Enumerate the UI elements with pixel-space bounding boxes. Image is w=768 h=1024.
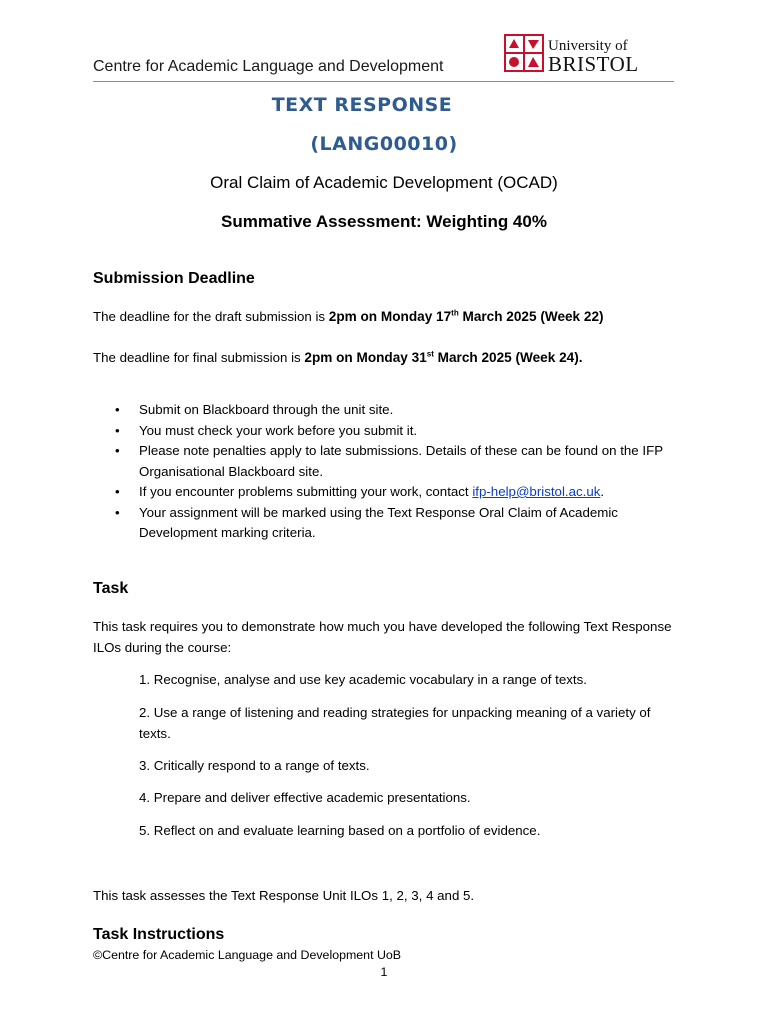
final-deadline-text bbox=[93, 348, 683, 369]
list-item: • Please note penalties apply to late submissions. Details of these can be found on the IFP Organisational Blackboard site. bbox=[115, 443, 663, 479]
ilo-item: 2. Use a range of listening and reading strategies for unpacking meaning of a variety of texts. bbox=[139, 705, 651, 741]
ilo-assessment-statement: This task assesses the Text Response Unit ILOs 1, 2, 3, 4 and 5. bbox=[93, 888, 475, 903]
help-email-link[interactable]: ifp-help@bristol.ac.uk bbox=[472, 484, 601, 499]
page-number: 1 bbox=[380, 965, 388, 979]
page-header bbox=[93, 33, 674, 82]
ilo-item: 5. Reflect on and evaluate learning based on a portfolio of evidence. bbox=[139, 823, 541, 838]
university-logo bbox=[504, 33, 650, 75]
list-item: • If you encounter problems submitting your work, contact ifp-help@bristol.ac.uk. bbox=[115, 484, 605, 499]
footer-copyright: ©Centre for Academic Language and Development UoB bbox=[93, 948, 402, 962]
ilo-item: 1. Recognise, analyse and use key academic vocabulary in a range of texts. bbox=[139, 672, 587, 687]
logo-text-university-of: University of bbox=[548, 38, 628, 54]
logo-text-bristol: BRISTOL bbox=[548, 52, 639, 76]
ilo-item: 4. Prepare and deliver effective academic presentations. bbox=[139, 790, 471, 805]
task-intro: This task requires you to demonstrate how much you have developed the following Text Response ILOs during the course: bbox=[93, 619, 672, 655]
task-heading: Task bbox=[93, 580, 129, 597]
submission-bullet-list bbox=[93, 400, 683, 544]
document-title: TEXT RESPONSE bbox=[271, 94, 453, 116]
task-instructions-heading: Task Instructions bbox=[93, 926, 225, 943]
header-org-name: Centre for Academic Language and Development bbox=[93, 58, 444, 75]
final-deadline-prefix: The deadline for final submission is bbox=[93, 350, 305, 365]
list-item: • Submit on Blackboard through the unit site. bbox=[115, 402, 394, 417]
draft-deadline-prefix: The deadline for the draft submission is bbox=[93, 309, 329, 324]
assessment-weighting: Summative Assessment: Weighting 40% bbox=[221, 212, 547, 231]
assessment-name: Oral Claim of Academic Development (OCAD) bbox=[210, 173, 558, 192]
submission-deadline-heading: Submission Deadline bbox=[93, 270, 255, 287]
unit-code: (LANG00010) bbox=[310, 133, 458, 155]
list-item: • You must check your work before you submit it. bbox=[115, 422, 418, 438]
draft-deadline-date: 2pm on Monday 17th March 2025 (Week 22) bbox=[328, 308, 604, 324]
final-deadline-date: 2pm on Monday 31st March 2025 (Week 24). bbox=[304, 349, 583, 365]
ilo-item: 3. Critically respond to a range of texts. bbox=[139, 758, 370, 773]
bristol-crest-icon bbox=[504, 34, 544, 72]
draft-deadline-text bbox=[93, 307, 683, 328]
list-item: • Your assignment will be marked using the Text Response Oral Claim of Academic Development marking criteria. bbox=[115, 504, 618, 540]
